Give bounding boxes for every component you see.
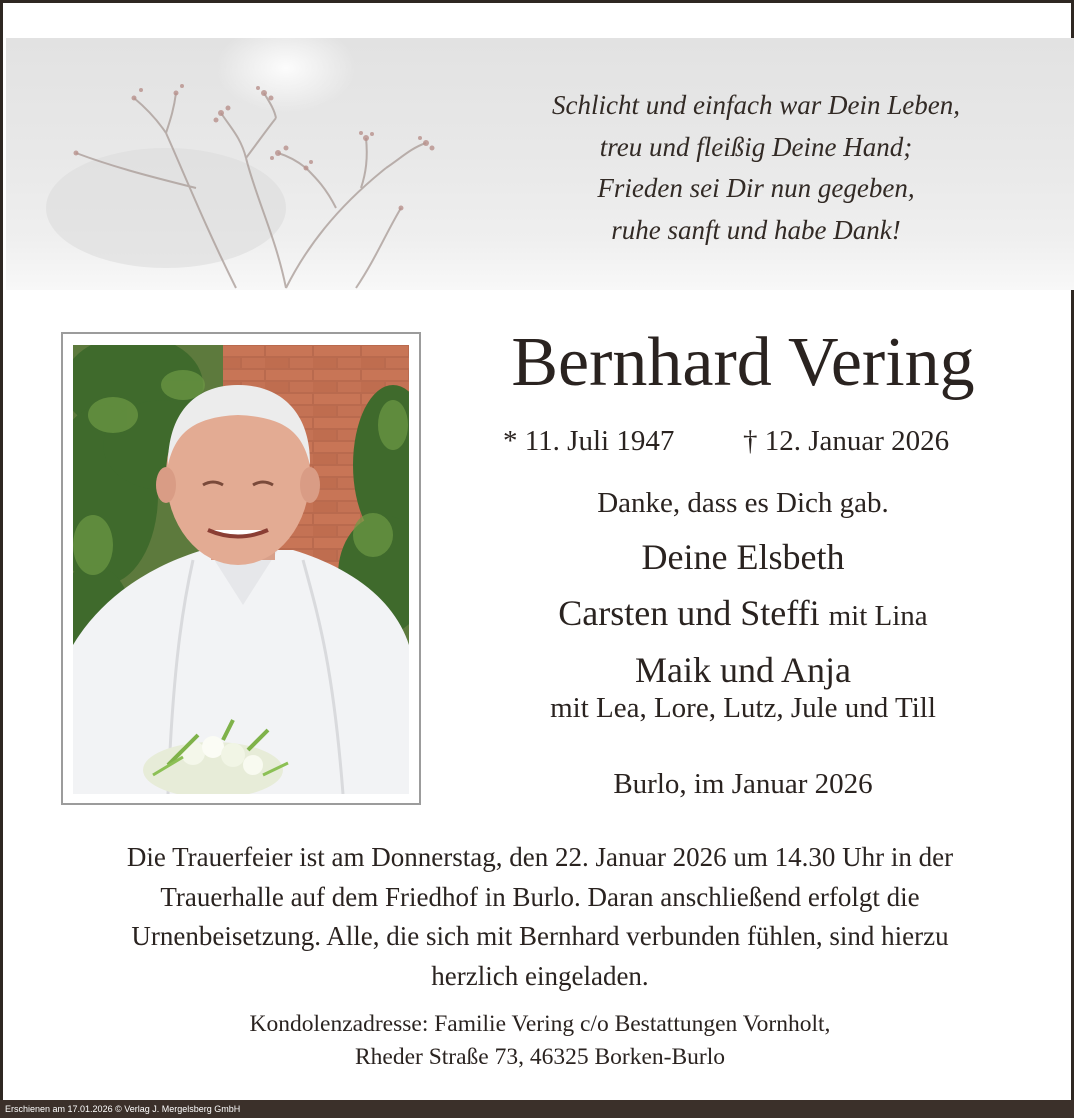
verse-line: Frieden sei Dir nun gegeben, xyxy=(597,173,915,203)
death-date: † 12. Januar 2026 xyxy=(743,425,950,457)
deceased-name: Bernhard Vering xyxy=(511,324,975,401)
place-date: Burlo, im Januar 2026 xyxy=(613,768,873,800)
mourner-names: Carsten und Steffi xyxy=(558,593,820,633)
verse-line: treu und fleißig Deine Hand; xyxy=(599,131,913,162)
ceremony-line: herzlich eingeladen. xyxy=(431,960,649,991)
publication-footer: Erschienen am 17.01.2026 © Verlag J. Mergelsberg GmbH xyxy=(0,1100,1074,1118)
address-line: Kondolenzadresse: Familie Vering c/o Bestattungen Vornholt, xyxy=(249,1011,831,1037)
mourner-line xyxy=(463,592,1023,634)
birth-date: * 11. Juli 1947 xyxy=(503,425,675,457)
thanks-line: Danke, dass es Dich gab. xyxy=(597,487,889,519)
mourner-addition: mit Lea, Lore, Lutz, Jule und Till xyxy=(550,692,936,724)
ceremony-line: Die Trauerfeier ist am Donnerstag, den 22. Januar 2026 um 14.30 Uhr in der xyxy=(126,842,954,872)
ceremony-line: Trauerhalle auf dem Friedhof in Burlo. Daran anschließend erfolgt die xyxy=(160,881,920,912)
portrait-photo xyxy=(73,345,409,794)
verse xyxy=(456,85,1056,251)
address-line: Rheder Straße 73, 46325 Borken-Burlo xyxy=(354,1044,726,1070)
mourner-line: Deine Elsbeth xyxy=(641,537,845,577)
verse-line: Schlicht und einfach war Dein Leben, xyxy=(552,90,960,120)
mourner-line: Maik und Anja xyxy=(635,650,851,690)
life-dates xyxy=(503,425,983,461)
header-banner xyxy=(6,38,1074,290)
ceremony-notice xyxy=(43,838,1037,996)
condolence-address xyxy=(43,1008,1037,1074)
mourner-addition: mit Lina xyxy=(828,600,928,632)
ceremony-line: Urnenbeisetzung. Alle, die sich mit Bernhard verbunden fühlen, sind hierzu xyxy=(131,921,949,951)
verse-line: ruhe sanft und habe Dank! xyxy=(611,214,901,245)
portrait-frame xyxy=(61,332,421,805)
